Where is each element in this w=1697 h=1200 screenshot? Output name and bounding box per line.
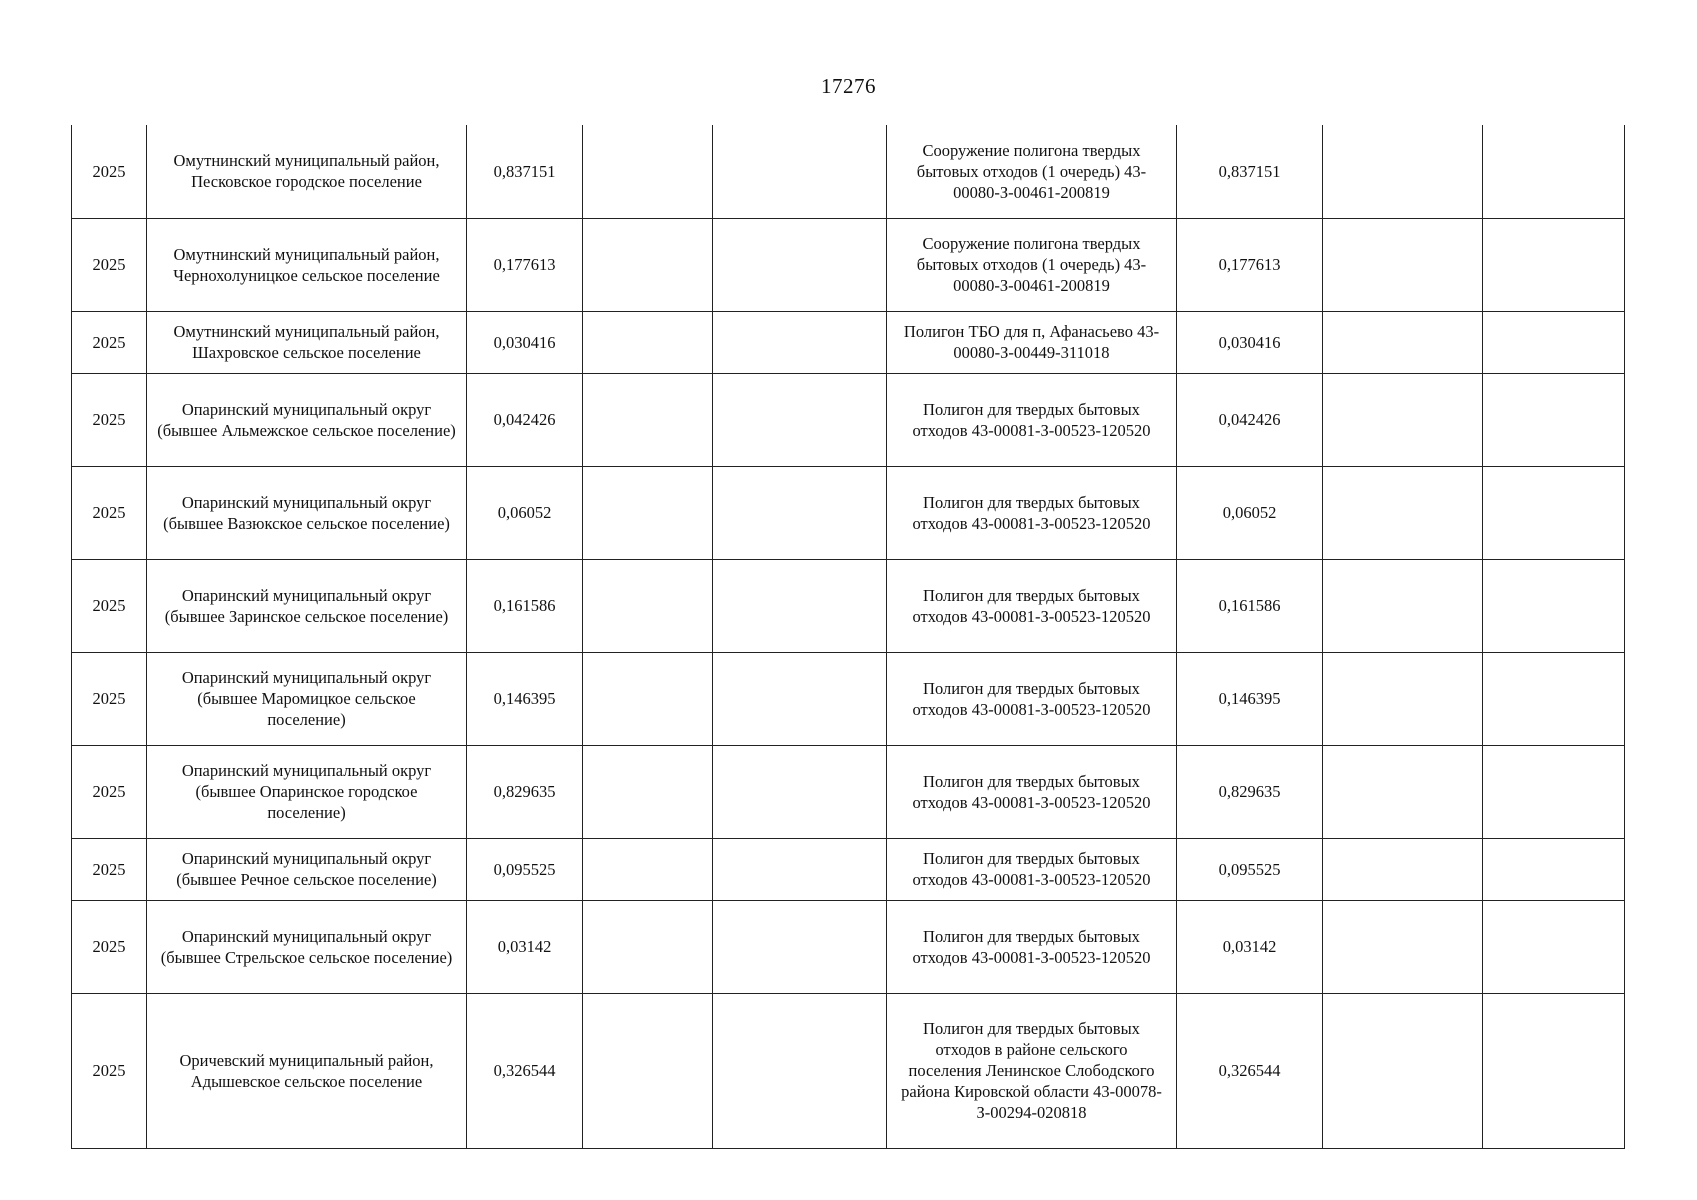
table-row [72,125,1625,218]
facility-cell: Полигон ТБО для п, Афанасьево 43-00080-З-00449-311018 [887,311,1177,373]
empty-cell [1323,466,1483,559]
empty-cell [1483,652,1625,745]
empty-cell [1323,838,1483,900]
empty-cell [713,311,887,373]
year-cell: 2025 [72,466,147,559]
waste-mass-cell: 0,177613 [467,218,583,311]
facility-cell: Полигон для твердых бытовых отходов 43-00081-З-00523-120520 [887,838,1177,900]
facility-mass-cell: 0,030416 [1177,311,1323,373]
facility-cell: Полигон для твердых бытовых отходов 43-00081-З-00523-120520 [887,745,1177,838]
territory-cell: Опаринский муниципальный округ (бывшее Маромицкое сельское поселение) [147,652,467,745]
page-number: 17276 [821,74,876,98]
territory-cell: Омутнинский муниципальный район, Песковское городское поселение [147,125,467,218]
year-cell: 2025 [72,218,147,311]
facility-cell: Полигон для твердых бытовых отходов 43-00081-З-00523-120520 [887,373,1177,466]
empty-cell [583,218,713,311]
facility-cell: Полигон для твердых бытовых отходов 43-00081-З-00523-120520 [887,652,1177,745]
facility-mass-cell: 0,326544 [1177,993,1323,1148]
year-cell: 2025 [72,559,147,652]
empty-cell [583,466,713,559]
waste-mass-cell: 0,042426 [467,373,583,466]
waste-mass-cell: 0,095525 [467,838,583,900]
empty-cell [583,900,713,993]
waste-data-table [71,125,1625,1149]
facility-mass-cell: 0,829635 [1177,745,1323,838]
empty-cell [713,838,887,900]
empty-cell [1483,993,1625,1148]
year-cell: 2025 [72,311,147,373]
waste-mass-cell: 0,03142 [467,900,583,993]
empty-cell [1483,900,1625,993]
territory-cell: Омутнинский муниципальный район, Чернохолуницкое сельское поселение [147,218,467,311]
empty-cell [1483,311,1625,373]
empty-cell [1323,218,1483,311]
empty-cell [1323,900,1483,993]
table-row [72,993,1625,1148]
table-row [72,745,1625,838]
waste-mass-cell: 0,326544 [467,993,583,1148]
waste-mass-cell: 0,06052 [467,466,583,559]
facility-cell: Полигон для твердых бытовых отходов 43-00081-З-00523-120520 [887,466,1177,559]
year-cell: 2025 [72,993,147,1148]
table-row [72,559,1625,652]
territory-cell: Омутнинский муниципальный район, Шахровское сельское поселение [147,311,467,373]
facility-mass-cell: 0,03142 [1177,900,1323,993]
year-cell: 2025 [72,125,147,218]
facility-mass-cell: 0,177613 [1177,218,1323,311]
facility-mass-cell: 0,06052 [1177,466,1323,559]
facility-cell: Полигон для твердых бытовых отходов в районе сельского поселения Ленинское Слободского района Кировской области 43-00078-З-00294-020818 [887,993,1177,1148]
facility-mass-cell: 0,146395 [1177,652,1323,745]
empty-cell [1323,993,1483,1148]
empty-cell [583,373,713,466]
empty-cell [583,838,713,900]
table-row [72,218,1625,311]
empty-cell [1323,559,1483,652]
facility-cell: Сооружение полигона твердых бытовых отходов (1 очередь) 43-00080-З-00461-200819 [887,218,1177,311]
empty-cell [583,311,713,373]
empty-cell [1483,559,1625,652]
facility-mass-cell: 0,042426 [1177,373,1323,466]
territory-cell: Оричевский муниципальный район, Адышевское сельское поселение [147,993,467,1148]
facility-cell: Сооружение полигона твердых бытовых отходов (1 очередь) 43-00080-З-00461-200819 [887,125,1177,218]
empty-cell [713,373,887,466]
facility-mass-cell: 0,837151 [1177,125,1323,218]
empty-cell [583,125,713,218]
empty-cell [1483,838,1625,900]
empty-cell [1323,745,1483,838]
waste-mass-cell: 0,146395 [467,652,583,745]
territory-cell: Опаринский муниципальный округ (бывшее Вазюкское сельское поселение) [147,466,467,559]
empty-cell [583,652,713,745]
empty-cell [1323,652,1483,745]
empty-cell [583,745,713,838]
facility-mass-cell: 0,095525 [1177,838,1323,900]
waste-mass-cell: 0,161586 [467,559,583,652]
empty-cell [1483,466,1625,559]
territory-cell: Опаринский муниципальный округ (бывшее Альмежское сельское поселение) [147,373,467,466]
year-cell: 2025 [72,838,147,900]
table-row [72,838,1625,900]
empty-cell [583,559,713,652]
empty-cell [1323,373,1483,466]
territory-cell: Опаринский муниципальный округ (бывшее Опаринское городское поселение) [147,745,467,838]
empty-cell [713,745,887,838]
empty-cell [1323,125,1483,218]
empty-cell [1483,373,1625,466]
empty-cell [713,993,887,1148]
table-row [72,652,1625,745]
year-cell: 2025 [72,652,147,745]
year-cell: 2025 [72,900,147,993]
empty-cell [713,125,887,218]
year-cell: 2025 [72,373,147,466]
table-row [72,900,1625,993]
facility-cell: Полигон для твердых бытовых отходов 43-00081-З-00523-120520 [887,900,1177,993]
empty-cell [1483,218,1625,311]
territory-cell: Опаринский муниципальный округ (бывшее Заринское сельское поселение) [147,559,467,652]
facility-mass-cell: 0,161586 [1177,559,1323,652]
waste-mass-cell: 0,829635 [467,745,583,838]
empty-cell [713,466,887,559]
empty-cell [1323,311,1483,373]
facility-cell: Полигон для твердых бытовых отходов 43-00081-З-00523-120520 [887,559,1177,652]
empty-cell [713,218,887,311]
table-row [72,373,1625,466]
year-cell: 2025 [72,745,147,838]
table-row [72,466,1625,559]
empty-cell [713,559,887,652]
empty-cell [713,900,887,993]
waste-mass-cell: 0,837151 [467,125,583,218]
empty-cell [1483,745,1625,838]
territory-cell: Опаринский муниципальный округ (бывшее Речное сельское поселение) [147,838,467,900]
waste-mass-cell: 0,030416 [467,311,583,373]
territory-cell: Опаринский муниципальный округ (бывшее Стрельское сельское поселение) [147,900,467,993]
empty-cell [1483,125,1625,218]
empty-cell [583,993,713,1148]
table-row [72,311,1625,373]
empty-cell [713,652,887,745]
